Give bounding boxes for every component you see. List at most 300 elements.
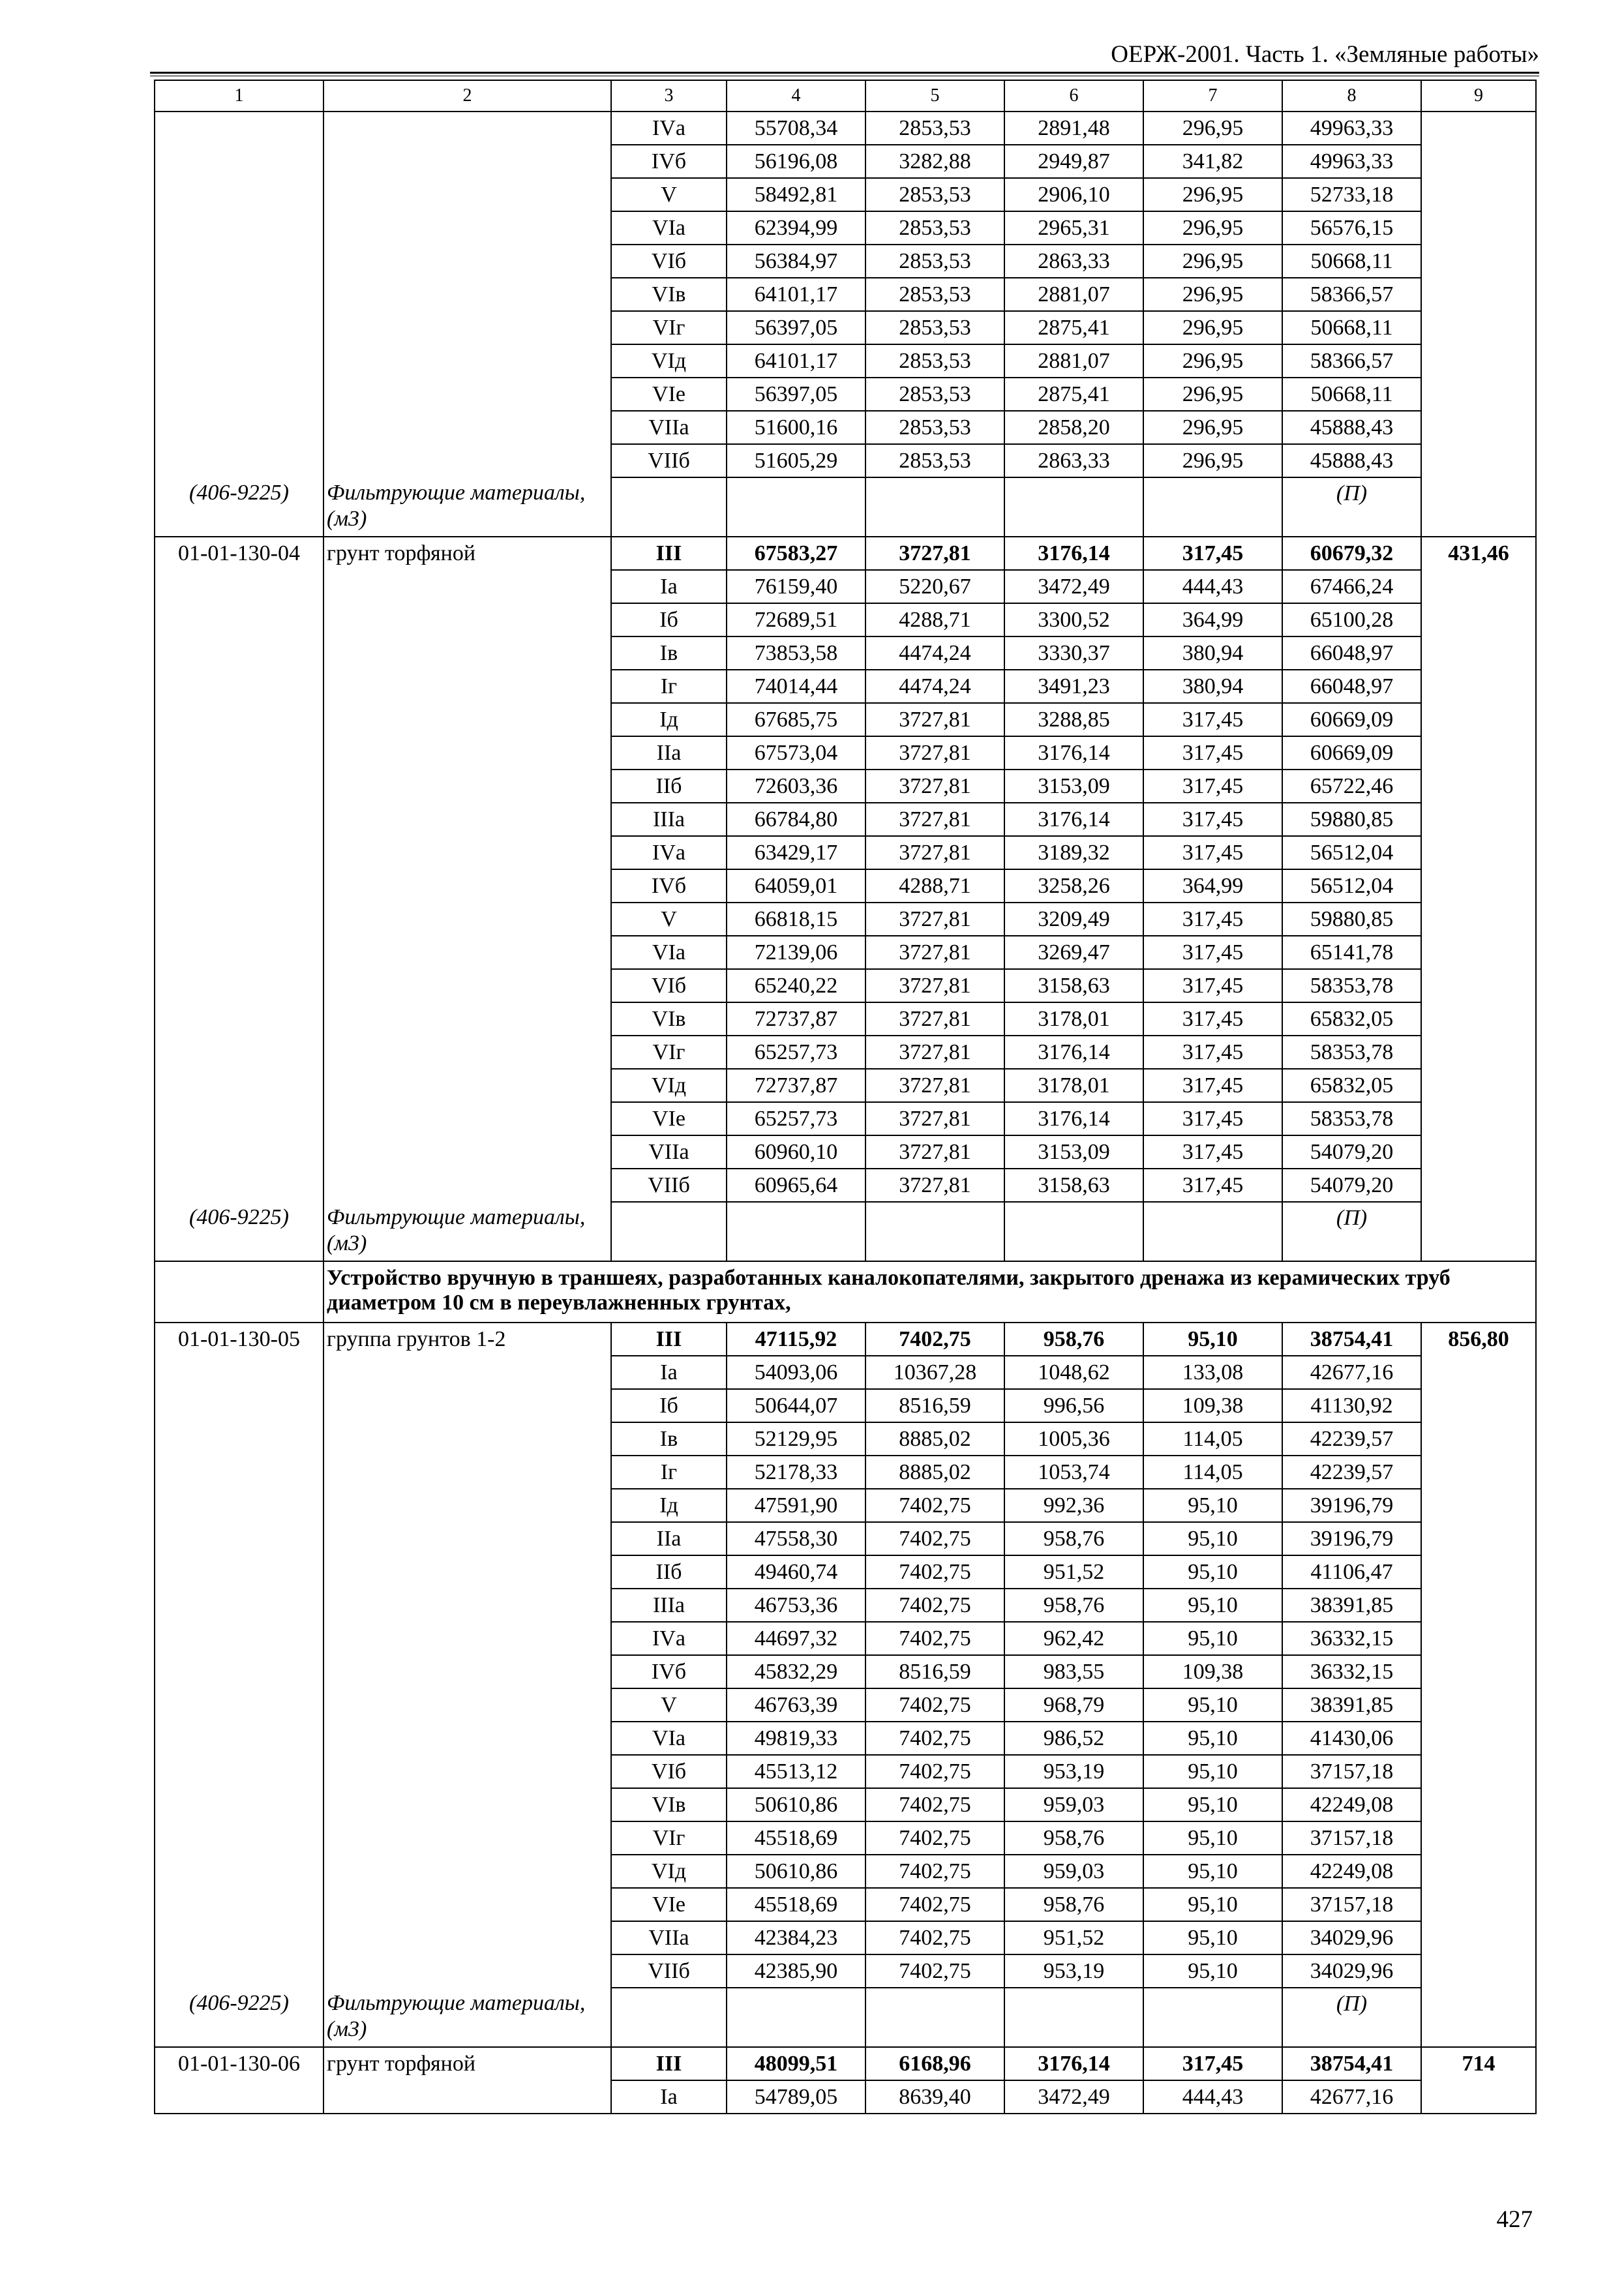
operator-wage-cell: 95,10 <box>1143 1323 1282 1356</box>
table-row <box>155 1389 1536 1422</box>
work-name-cell <box>323 969 611 1002</box>
table-row <box>155 1036 1536 1069</box>
labor-cost-cell: 3727,81 <box>865 969 1004 1002</box>
labor-cost-cell: 2853,53 <box>865 178 1004 211</box>
operator-wage-cell: 95,10 <box>1143 1489 1282 1522</box>
work-name-cell <box>323 1135 611 1169</box>
rate-code-cell <box>155 245 323 278</box>
operator-wage-cell: 317,45 <box>1143 1169 1282 1202</box>
labor-hours-cell <box>1421 1169 1536 1202</box>
labor-hours-cell: 856,80 <box>1421 1323 1536 1356</box>
direct-cost-cell: 65257,73 <box>727 1036 865 1069</box>
operator-wage-cell: 95,10 <box>1143 1622 1282 1655</box>
labor-cost-cell: 7402,75 <box>865 1722 1004 1755</box>
materials-cost-cell: 36332,15 <box>1282 1655 1421 1688</box>
materials-cost-cell: 58353,78 <box>1282 1036 1421 1069</box>
region-cell: VIд <box>611 1855 727 1888</box>
work-name-cell <box>323 1855 611 1888</box>
table-row <box>155 736 1536 770</box>
machine-cost-cell: 1048,62 <box>1004 1356 1143 1389</box>
labor-cost-cell: 3727,81 <box>865 1169 1004 1202</box>
direct-cost-cell: 45832,29 <box>727 1655 865 1688</box>
labor-hours-cell <box>1421 477 1536 537</box>
labor-hours-cell <box>1421 444 1536 477</box>
work-name-cell <box>323 1589 611 1622</box>
operator-wage-cell: 317,45 <box>1143 537 1282 570</box>
rate-code-cell <box>155 1589 323 1622</box>
region-cell: V <box>611 1688 727 1722</box>
rate-header-row <box>155 1323 1536 1356</box>
rate-code-cell: (406-9225) <box>155 1988 323 2047</box>
labor-cost-cell: 4474,24 <box>865 636 1004 670</box>
labor-hours-cell <box>1421 1389 1536 1422</box>
work-name-cell <box>323 1921 611 1954</box>
column-number: 4 <box>727 80 865 112</box>
labor-hours-cell <box>1421 1202 1536 1261</box>
table-row <box>155 178 1536 211</box>
labor-cost-cell: 7402,75 <box>865 1921 1004 1954</box>
rate-code-cell <box>155 770 323 803</box>
materials-cost-cell: 41106,47 <box>1282 1555 1421 1589</box>
table-row <box>155 703 1536 736</box>
region-cell: VIа <box>611 1722 727 1755</box>
region-cell: VIIа <box>611 411 727 444</box>
work-name-cell <box>323 278 611 311</box>
rate-code-cell <box>155 636 323 670</box>
labor-cost-cell: 7402,75 <box>865 1589 1004 1622</box>
machine-cost-cell: 3300,52 <box>1004 603 1143 636</box>
labor-cost-cell: 3727,81 <box>865 936 1004 969</box>
labor-cost-cell: 3727,81 <box>865 1002 1004 1036</box>
region-cell: IVб <box>611 869 727 903</box>
operator-wage-cell: 317,45 <box>1143 903 1282 936</box>
work-name-cell <box>323 1036 611 1069</box>
machine-cost-cell: 3176,14 <box>1004 537 1143 570</box>
table-row <box>155 411 1536 444</box>
region-cell: VIг <box>611 311 727 344</box>
region-cell: V <box>611 903 727 936</box>
work-name-cell: грунт торфяной <box>323 2047 611 2080</box>
region-cell: VIе <box>611 1102 727 1135</box>
labor-hours-cell <box>1421 1555 1536 1589</box>
labor-hours-cell <box>1421 1722 1536 1755</box>
operator-wage-cell: 317,45 <box>1143 1002 1282 1036</box>
labor-cost-cell: 10367,28 <box>865 1356 1004 1389</box>
labor-cost-cell: 2853,53 <box>865 112 1004 145</box>
materials-cost-cell: 37157,18 <box>1282 1755 1421 1788</box>
machine-cost-cell: 958,76 <box>1004 1589 1143 1622</box>
table-row <box>155 1135 1536 1169</box>
direct-cost-cell: 42385,90 <box>727 1954 865 1988</box>
region-cell: IIб <box>611 1555 727 1589</box>
operator-wage-cell: 95,10 <box>1143 1688 1282 1722</box>
work-name-cell: Фильтрующие материалы, (м3) <box>323 477 611 537</box>
operator-wage-cell: 296,95 <box>1143 411 1282 444</box>
table-row <box>155 1589 1536 1622</box>
materials-cost-cell: 66048,97 <box>1282 670 1421 703</box>
region-cell: VIв <box>611 278 727 311</box>
work-name-cell <box>323 570 611 603</box>
labor-cost-cell: 3727,81 <box>865 537 1004 570</box>
operator-wage-cell: 364,99 <box>1143 603 1282 636</box>
labor-cost-cell: 7402,75 <box>865 1788 1004 1821</box>
direct-cost-cell: 67583,27 <box>727 537 865 570</box>
table-row <box>155 2080 1536 2114</box>
work-name-cell <box>323 770 611 803</box>
materials-cost-cell: 37157,18 <box>1282 1821 1421 1855</box>
labor-cost-cell: 2853,53 <box>865 411 1004 444</box>
machine-cost-cell: 3176,14 <box>1004 2047 1143 2080</box>
rate-code-cell <box>155 278 323 311</box>
column-number: 9 <box>1421 80 1536 112</box>
rate-code-cell <box>155 1135 323 1169</box>
rate-code-cell <box>155 969 323 1002</box>
labor-cost-cell: 8516,59 <box>865 1655 1004 1688</box>
materials-cost-cell: 42249,08 <box>1282 1788 1421 1821</box>
operator-wage-cell: 444,43 <box>1143 2080 1282 2114</box>
labor-cost-cell: 6168,96 <box>865 2047 1004 2080</box>
table-row <box>155 1489 1536 1522</box>
labor-hours-cell <box>1421 670 1536 703</box>
labor-cost-cell: 3727,81 <box>865 803 1004 836</box>
machine-cost-cell: 3178,01 <box>1004 1002 1143 1036</box>
labor-hours-cell <box>1421 145 1536 178</box>
table-row <box>155 344 1536 378</box>
direct-cost-cell: 55708,34 <box>727 112 865 145</box>
direct-cost-cell: 45518,69 <box>727 1821 865 1855</box>
rate-code-cell: 01-01-130-06 <box>155 2047 323 2080</box>
materials-cost-cell: 39196,79 <box>1282 1522 1421 1555</box>
column-number: 5 <box>865 80 1004 112</box>
labor-hours-cell <box>1421 1755 1536 1788</box>
machine-cost-cell: 958,76 <box>1004 1821 1143 1855</box>
labor-cost-cell: 2853,53 <box>865 311 1004 344</box>
machine-cost-cell: 958,76 <box>1004 1323 1143 1356</box>
rate-code-cell <box>155 1456 323 1489</box>
operator-wage-cell: 317,45 <box>1143 1102 1282 1135</box>
materials-cost-cell: 56512,04 <box>1282 836 1421 869</box>
machine-cost-cell: 2858,20 <box>1004 411 1143 444</box>
labor-hours-cell <box>1421 1069 1536 1102</box>
table-row <box>155 936 1536 969</box>
labor-cost-cell: 2853,53 <box>865 245 1004 278</box>
direct-cost-cell: 56397,05 <box>727 311 865 344</box>
labor-hours-cell <box>1421 636 1536 670</box>
region-cell: VIа <box>611 936 727 969</box>
machine-cost-cell: 3258,26 <box>1004 869 1143 903</box>
materials-cost-cell: 38754,41 <box>1282 1323 1421 1356</box>
machine-cost-cell: 983,55 <box>1004 1655 1143 1688</box>
region-cell: VIе <box>611 1888 727 1921</box>
machine-cost-cell: 953,19 <box>1004 1954 1143 1988</box>
materials-cost-cell: (П) <box>1282 1202 1421 1261</box>
labor-hours-cell <box>1421 112 1536 145</box>
section-description: Устройство вручную в траншеях, разработанных каналокопателями, закрытого дренажа из керамических труб диаметром 10 см в переувлажненных грунтах, <box>323 1261 1536 1323</box>
machine-cost-cell: 3153,09 <box>1004 1135 1143 1169</box>
labor-hours-cell <box>1421 1356 1536 1389</box>
labor-cost-cell: 3727,81 <box>865 703 1004 736</box>
machine-cost-cell: 2875,41 <box>1004 378 1143 411</box>
region-cell: VIIа <box>611 1921 727 1954</box>
direct-cost-cell: 49460,74 <box>727 1555 865 1589</box>
materials-cost-cell: 54079,20 <box>1282 1169 1421 1202</box>
region-cell: IIIа <box>611 803 727 836</box>
materials-cost-cell: 41430,06 <box>1282 1722 1421 1755</box>
table-row <box>155 1069 1536 1102</box>
table-row <box>155 1622 1536 1655</box>
machine-cost-cell: 3330,37 <box>1004 636 1143 670</box>
machine-cost-cell: 3176,14 <box>1004 736 1143 770</box>
machine-cost-cell: 3209,49 <box>1004 903 1143 936</box>
direct-cost-cell: 52178,33 <box>727 1456 865 1489</box>
work-name-cell: Фильтрующие материалы, (м3) <box>323 1988 611 2047</box>
table-row <box>155 903 1536 936</box>
region-cell: VIIа <box>611 1135 727 1169</box>
direct-cost-cell: 60960,10 <box>727 1135 865 1169</box>
table-row <box>155 836 1536 869</box>
operator-wage-cell: 133,08 <box>1143 1356 1282 1389</box>
work-name-cell <box>323 1356 611 1389</box>
direct-cost-cell: 72689,51 <box>727 603 865 636</box>
labor-hours-cell <box>1421 1102 1536 1135</box>
rate-code-cell <box>155 736 323 770</box>
labor-hours-cell <box>1421 1655 1536 1688</box>
materials-cost-cell: 65722,46 <box>1282 770 1421 803</box>
rate-code-cell <box>155 1002 323 1036</box>
work-name-cell <box>323 736 611 770</box>
operator-wage-cell: 109,38 <box>1143 1389 1282 1422</box>
direct-cost-cell: 50610,86 <box>727 1788 865 1821</box>
machine-cost-cell: 992,36 <box>1004 1489 1143 1522</box>
work-name-cell <box>323 1622 611 1655</box>
labor-cost-cell: 7402,75 <box>865 1489 1004 1522</box>
operator-wage-cell: 317,45 <box>1143 736 1282 770</box>
labor-hours-cell <box>1421 1821 1536 1855</box>
operator-wage-cell: 317,45 <box>1143 1036 1282 1069</box>
region-cell: III <box>611 2047 727 2080</box>
direct-cost-cell: 67573,04 <box>727 736 865 770</box>
table-row <box>155 1169 1536 1202</box>
work-name-cell <box>323 444 611 477</box>
materials-cost-cell: 49963,33 <box>1282 112 1421 145</box>
machine-cost-cell: 951,52 <box>1004 1555 1143 1589</box>
direct-cost-cell: 51600,16 <box>727 411 865 444</box>
machine-cost-cell: 2881,07 <box>1004 278 1143 311</box>
table-row <box>155 1688 1536 1722</box>
region-cell: Iд <box>611 703 727 736</box>
materials-cost-cell: 42239,57 <box>1282 1456 1421 1489</box>
work-name-cell <box>323 1389 611 1422</box>
work-name-cell <box>323 1788 611 1821</box>
work-name-cell <box>323 1002 611 1036</box>
direct-cost-cell: 54789,05 <box>727 2080 865 2114</box>
table-row <box>155 245 1536 278</box>
operator-wage-cell: 114,05 <box>1143 1456 1282 1489</box>
materials-cost-cell: 34029,96 <box>1282 1921 1421 1954</box>
table-row <box>155 1102 1536 1135</box>
operator-wage-cell: 95,10 <box>1143 1921 1282 1954</box>
operator-wage-cell: 296,95 <box>1143 378 1282 411</box>
operator-wage-cell: 296,95 <box>1143 278 1282 311</box>
labor-hours-cell <box>1421 1622 1536 1655</box>
direct-cost-cell: 47558,30 <box>727 1522 865 1555</box>
table-row <box>155 770 1536 803</box>
work-name-cell <box>323 903 611 936</box>
direct-cost-cell: 45518,69 <box>727 1888 865 1921</box>
filter-materials-row <box>155 477 1536 537</box>
materials-cost-cell: 65100,28 <box>1282 603 1421 636</box>
rate-code-cell <box>155 703 323 736</box>
materials-cost-cell: 38391,85 <box>1282 1688 1421 1722</box>
materials-cost-cell: 56512,04 <box>1282 869 1421 903</box>
region-cell: IIб <box>611 770 727 803</box>
direct-cost-cell: 46753,36 <box>727 1589 865 1622</box>
labor-cost-cell: 2853,53 <box>865 278 1004 311</box>
region-cell: IVа <box>611 112 727 145</box>
labor-cost-cell: 4288,71 <box>865 869 1004 903</box>
labor-cost-cell: 2853,53 <box>865 211 1004 245</box>
machine-cost-cell: 958,76 <box>1004 1522 1143 1555</box>
machine-cost-cell <box>1004 477 1143 537</box>
labor-cost-cell: 8885,02 <box>865 1456 1004 1489</box>
materials-cost-cell: 45888,43 <box>1282 444 1421 477</box>
direct-cost-cell: 64101,17 <box>727 278 865 311</box>
rate-code-cell: 01-01-130-04 <box>155 537 323 570</box>
direct-cost-cell <box>727 1202 865 1261</box>
region-cell: VIа <box>611 211 727 245</box>
machine-cost-cell: 3176,14 <box>1004 1036 1143 1069</box>
work-name-cell <box>323 1522 611 1555</box>
labor-hours-cell <box>1421 1522 1536 1555</box>
operator-wage-cell: 317,45 <box>1143 2047 1282 2080</box>
labor-hours-cell: 714 <box>1421 2047 1536 2080</box>
rate-header-row <box>155 2047 1536 2080</box>
region-cell: VIв <box>611 1002 727 1036</box>
materials-cost-cell: 34029,96 <box>1282 1954 1421 1988</box>
operator-wage-cell: 95,10 <box>1143 1755 1282 1788</box>
table-row <box>155 1356 1536 1389</box>
rate-code-cell <box>155 1755 323 1788</box>
column-number: 6 <box>1004 80 1143 112</box>
labor-hours-cell <box>1421 869 1536 903</box>
machine-cost-cell: 3178,01 <box>1004 1069 1143 1102</box>
rate-code-cell <box>155 1788 323 1821</box>
labor-hours-cell <box>1421 770 1536 803</box>
direct-cost-cell: 56384,97 <box>727 245 865 278</box>
labor-hours-cell <box>1421 378 1536 411</box>
table-row <box>155 278 1536 311</box>
rate-code-cell <box>155 1489 323 1522</box>
labor-cost-cell: 3727,81 <box>865 1135 1004 1169</box>
labor-hours-cell <box>1421 1855 1536 1888</box>
column-number: 2 <box>323 80 611 112</box>
labor-cost-cell: 3727,81 <box>865 1069 1004 1102</box>
machine-cost-cell <box>1004 1988 1143 2047</box>
rate-code-cell <box>155 836 323 869</box>
table-body <box>155 80 1536 2114</box>
direct-cost-cell: 44697,32 <box>727 1622 865 1655</box>
labor-cost-cell: 7402,75 <box>865 1688 1004 1722</box>
table-row <box>155 1422 1536 1456</box>
work-name-cell <box>323 1655 611 1688</box>
labor-cost-cell: 3727,81 <box>865 770 1004 803</box>
table-row <box>155 1888 1536 1921</box>
filter-materials-row <box>155 1988 1536 2047</box>
region-cell: VIб <box>611 969 727 1002</box>
table-row <box>155 1655 1536 1688</box>
labor-cost-cell: 7402,75 <box>865 1323 1004 1356</box>
operator-wage-cell: 95,10 <box>1143 1855 1282 1888</box>
machine-cost-cell: 3269,47 <box>1004 936 1143 969</box>
table-row <box>155 636 1536 670</box>
labor-cost-cell <box>865 477 1004 537</box>
operator-wage-cell <box>1143 477 1282 537</box>
labor-hours-cell <box>1421 1135 1536 1169</box>
labor-hours-cell <box>1421 1788 1536 1821</box>
rate-code-cell <box>155 803 323 836</box>
rate-code-cell <box>155 1622 323 1655</box>
labor-cost-cell: 7402,75 <box>865 1954 1004 1988</box>
machine-cost-cell: 2863,33 <box>1004 444 1143 477</box>
rate-code-cell <box>155 1069 323 1102</box>
operator-wage-cell <box>1143 1988 1282 2047</box>
operator-wage-cell: 444,43 <box>1143 570 1282 603</box>
materials-cost-cell: 42239,57 <box>1282 1422 1421 1456</box>
region-cell: III <box>611 1323 727 1356</box>
labor-hours-cell <box>1421 245 1536 278</box>
machine-cost-cell: 3472,49 <box>1004 570 1143 603</box>
direct-cost-cell: 72737,87 <box>727 1069 865 1102</box>
labor-cost-cell: 8516,59 <box>865 1389 1004 1422</box>
labor-hours-cell <box>1421 903 1536 936</box>
labor-hours-cell <box>1421 1589 1536 1622</box>
table-row <box>155 1755 1536 1788</box>
materials-cost-cell: 42249,08 <box>1282 1855 1421 1888</box>
column-number: 1 <box>155 80 323 112</box>
machine-cost-cell: 2906,10 <box>1004 178 1143 211</box>
work-name-cell: группа грунтов 1-2 <box>323 1323 611 1356</box>
operator-wage-cell: 109,38 <box>1143 1655 1282 1688</box>
materials-cost-cell: 49963,33 <box>1282 145 1421 178</box>
table-row <box>155 1456 1536 1489</box>
column-number: 7 <box>1143 80 1282 112</box>
table-row <box>155 311 1536 344</box>
direct-cost-cell: 76159,40 <box>727 570 865 603</box>
work-name-cell <box>323 636 611 670</box>
materials-cost-cell: 42677,16 <box>1282 1356 1421 1389</box>
materials-cost-cell: 38754,41 <box>1282 2047 1421 2080</box>
machine-cost-cell: 996,56 <box>1004 1389 1143 1422</box>
column-number: 3 <box>611 80 727 112</box>
filter-materials-row <box>155 1202 1536 1261</box>
region-cell <box>611 477 727 537</box>
work-name-cell <box>323 1954 611 1988</box>
work-name-cell <box>323 112 611 145</box>
region-cell: V <box>611 178 727 211</box>
materials-cost-cell: 67466,24 <box>1282 570 1421 603</box>
region-cell: VIIб <box>611 1954 727 1988</box>
column-number: 8 <box>1282 80 1421 112</box>
table-row <box>155 803 1536 836</box>
region-cell: IIа <box>611 736 727 770</box>
materials-cost-cell: 36332,15 <box>1282 1622 1421 1655</box>
operator-wage-cell: 317,45 <box>1143 770 1282 803</box>
rate-code-cell: (406-9225) <box>155 477 323 537</box>
labor-hours-cell <box>1421 411 1536 444</box>
operator-wage-cell: 296,95 <box>1143 245 1282 278</box>
machine-cost-cell: 986,52 <box>1004 1722 1143 1755</box>
region-cell: IVа <box>611 836 727 869</box>
